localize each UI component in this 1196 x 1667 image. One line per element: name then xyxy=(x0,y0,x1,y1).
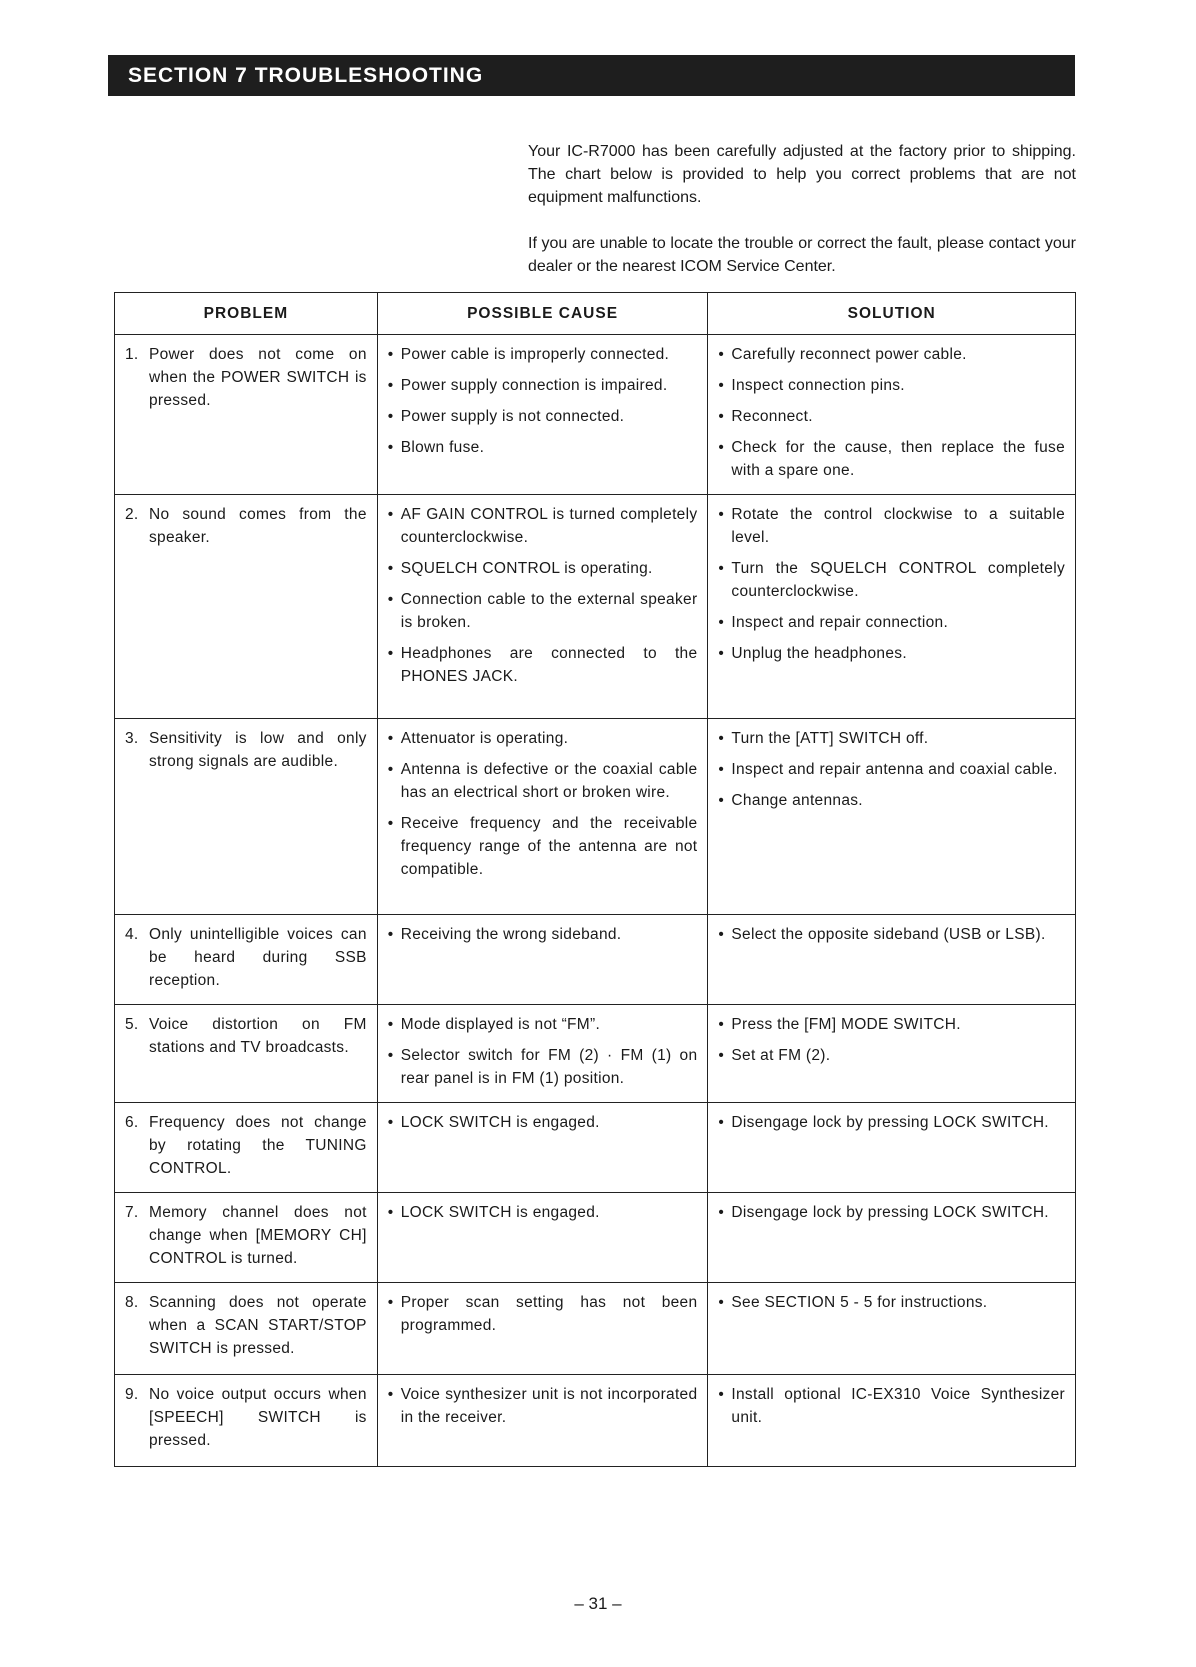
problem-cell xyxy=(115,495,378,719)
solution-cell xyxy=(708,1283,1076,1375)
problem-item xyxy=(125,343,367,412)
bullet-icon: • xyxy=(718,761,725,778)
solution-item xyxy=(718,758,1065,781)
problem-number: 7. xyxy=(125,1204,139,1221)
possible-cause-text: Power cable is improperly connected. xyxy=(400,346,670,363)
solution-item xyxy=(718,1201,1065,1224)
bullet-icon: • xyxy=(718,926,725,943)
possible-cause-item xyxy=(388,1291,698,1337)
bullet-icon: • xyxy=(387,730,394,747)
possible-cause-item xyxy=(388,503,698,549)
possible-cause-item xyxy=(388,1111,698,1134)
solution-item xyxy=(718,611,1065,634)
solution-text: Check for the cause, then replace the fuse with a spare one. xyxy=(731,439,1065,479)
table-row xyxy=(115,1283,1076,1375)
possible-cause-item xyxy=(388,1383,698,1429)
possible-cause-item xyxy=(388,405,698,428)
solution-item xyxy=(718,343,1065,366)
possible-cause-cell xyxy=(377,495,708,719)
possible-cause-text: Blown fuse. xyxy=(400,439,485,456)
bullet-icon: • xyxy=(387,560,394,577)
solution-item xyxy=(718,436,1065,482)
solution-text: Press the [FM] MODE SWITCH. xyxy=(731,1016,961,1033)
solution-item xyxy=(718,1013,1065,1036)
bullet-icon: • xyxy=(387,506,394,523)
problem-number: 5. xyxy=(125,1016,139,1033)
solution-cell xyxy=(708,1193,1076,1283)
bullet-icon: • xyxy=(387,926,394,943)
solution-cell xyxy=(708,1005,1076,1103)
bullet-icon: • xyxy=(718,560,725,577)
possible-cause-item xyxy=(388,812,698,881)
problem-item xyxy=(125,1383,367,1452)
possible-cause-text: AF GAIN CONTROL is turned completely counterclockwise. xyxy=(400,506,698,546)
problem-text: Frequency does not change by rotating the TUNING CONTROL. xyxy=(149,1114,367,1177)
bullet-icon: • xyxy=(718,730,725,747)
possible-cause-text: SQUELCH CONTROL is operating. xyxy=(400,560,653,577)
possible-cause-text: Attenuator is operating. xyxy=(400,730,569,747)
table-row xyxy=(115,915,1076,1005)
possible-cause-text: LOCK SWITCH is engaged. xyxy=(400,1114,600,1131)
problem-cell xyxy=(115,1283,378,1375)
problem-item xyxy=(125,503,367,549)
possible-cause-text: Proper scan setting has not been programmed. xyxy=(400,1294,698,1334)
bullet-icon: • xyxy=(718,408,725,425)
bullet-icon: • xyxy=(718,439,725,456)
bullet-icon: • xyxy=(718,1294,725,1311)
possible-cause-cell xyxy=(377,915,708,1005)
solution-item xyxy=(718,374,1065,397)
bullet-icon: • xyxy=(718,1204,725,1221)
possible-cause-text: LOCK SWITCH is engaged. xyxy=(400,1204,600,1221)
solution-item xyxy=(718,1383,1065,1429)
table-header-row xyxy=(115,293,1076,335)
possible-cause-item xyxy=(388,343,698,366)
section-title: SECTION 7 TROUBLESHOOTING xyxy=(128,63,484,87)
solution-item xyxy=(718,642,1065,665)
problem-text: Sensitivity is low and only strong signals are audible. xyxy=(149,730,367,770)
possible-cause-text: Mode displayed is not “FM”. xyxy=(400,1016,601,1033)
possible-cause-cell xyxy=(377,1005,708,1103)
table-row xyxy=(115,719,1076,915)
problem-cell xyxy=(115,1375,378,1467)
solution-text: Turn the SQUELCH CONTROL completely counterclockwise. xyxy=(731,560,1065,600)
problem-text: No voice output occurs when [SPEECH] SWITCH is pressed. xyxy=(149,1386,367,1449)
possible-cause-item xyxy=(388,374,698,397)
solution-text: Change antennas. xyxy=(731,792,863,809)
solution-text: See SECTION 5 - 5 for instructions. xyxy=(731,1294,988,1311)
bullet-icon: • xyxy=(718,1114,725,1131)
possible-cause-text: Voice synthesizer unit is not incorporated in the receiver. xyxy=(400,1386,698,1426)
possible-cause-text: Receive frequency and the receivable frequency range of the antenna are not compatible. xyxy=(400,815,698,878)
bullet-icon: • xyxy=(718,614,725,631)
solution-text: Disengage lock by pressing LOCK SWITCH. xyxy=(731,1204,1049,1221)
possible-cause-item xyxy=(388,1201,698,1224)
solution-text: Inspect connection pins. xyxy=(731,377,905,394)
troubleshooting-table xyxy=(114,292,1076,1467)
possible-cause-item xyxy=(388,727,698,750)
solution-text: Carefully reconnect power cable. xyxy=(731,346,967,363)
solution-cell xyxy=(708,915,1076,1005)
solution-item xyxy=(718,557,1065,603)
possible-cause-item xyxy=(388,923,698,946)
solution-item xyxy=(718,1111,1065,1134)
possible-cause-item xyxy=(388,436,698,459)
solution-text: Set at FM (2). xyxy=(731,1047,831,1064)
solution-text: Turn the [ATT] SWITCH off. xyxy=(731,730,929,747)
solution-text: Inspect and repair connection. xyxy=(731,614,949,631)
possible-cause-text: Receiving the wrong sideband. xyxy=(400,926,622,943)
bullet-icon: • xyxy=(718,506,725,523)
bullet-icon: • xyxy=(718,346,725,363)
solution-item xyxy=(718,503,1065,549)
solution-text: Select the opposite sideband (USB or LSB). xyxy=(731,926,1046,943)
solution-text: Rotate the control clockwise to a suitable level. xyxy=(731,506,1065,546)
problem-number: 9. xyxy=(125,1386,139,1403)
table-row xyxy=(115,1103,1076,1193)
problem-number: 8. xyxy=(125,1294,139,1311)
problem-item xyxy=(125,1111,367,1180)
possible-cause-item xyxy=(388,1044,698,1090)
problem-number: 2. xyxy=(125,506,139,523)
problem-text: Scanning does not operate when a SCAN START/STOP SWITCH is pressed. xyxy=(149,1294,367,1357)
solution-text: Install optional IC-EX310 Voice Synthesizer unit. xyxy=(731,1386,1065,1426)
problem-number: 4. xyxy=(125,926,139,943)
solution-text: Reconnect. xyxy=(731,408,813,425)
problem-text: Voice distortion on FM stations and TV broadcasts. xyxy=(149,1016,367,1056)
page-number: – 31 – xyxy=(574,1594,622,1613)
bullet-icon: • xyxy=(387,439,394,456)
bullet-icon: • xyxy=(387,1294,394,1311)
table-row xyxy=(115,495,1076,719)
bullet-icon: • xyxy=(387,815,394,832)
solution-cell xyxy=(708,719,1076,915)
problem-cell xyxy=(115,719,378,915)
problem-text: Memory channel does not change when [MEMORY CH] CONTROL is turned. xyxy=(149,1204,367,1267)
bullet-icon: • xyxy=(387,1386,394,1403)
bullet-icon: • xyxy=(718,1016,725,1033)
table-row xyxy=(115,1005,1076,1103)
possible-cause-item xyxy=(388,588,698,634)
problem-number: 6. xyxy=(125,1114,139,1131)
possible-cause-cell xyxy=(377,1283,708,1375)
problem-cell xyxy=(115,1005,378,1103)
bullet-icon: • xyxy=(718,645,725,662)
problem-number: 3. xyxy=(125,730,139,747)
possible-cause-cell xyxy=(377,1375,708,1467)
bullet-icon: • xyxy=(387,1204,394,1221)
problem-text: No sound comes from the speaker. xyxy=(149,506,367,546)
problem-cell xyxy=(115,915,378,1005)
solution-item xyxy=(718,727,1065,750)
possible-cause-cell xyxy=(377,1193,708,1283)
bullet-icon: • xyxy=(387,591,394,608)
problem-text: Only unintelligible voices can be heard during SSB reception. xyxy=(149,926,367,989)
bullet-icon: • xyxy=(387,645,394,662)
possible-cause-text: Selector switch for FM (2) · FM (1) on rear panel is in FM (1) position. xyxy=(400,1047,698,1087)
possible-cause-item xyxy=(388,557,698,580)
bullet-icon: • xyxy=(387,408,394,425)
possible-cause-text: Power supply connection is impaired. xyxy=(400,377,668,394)
solution-item xyxy=(718,789,1065,812)
possible-cause-cell xyxy=(377,335,708,495)
possible-cause-cell xyxy=(377,1103,708,1193)
possible-cause-text: Headphones are connected to the PHONES JACK. xyxy=(400,645,698,685)
solution-cell xyxy=(708,335,1076,495)
problem-item xyxy=(125,923,367,992)
bullet-icon: • xyxy=(718,792,725,809)
possible-cause-item xyxy=(388,758,698,804)
possible-cause-text: Power supply is not connected. xyxy=(400,408,625,425)
bullet-icon: • xyxy=(387,1016,394,1033)
solution-cell xyxy=(708,495,1076,719)
problem-item xyxy=(125,1291,367,1360)
possible-cause-item xyxy=(388,642,698,688)
solution-text: Disengage lock by pressing LOCK SWITCH. xyxy=(731,1114,1049,1131)
bullet-icon: • xyxy=(387,1047,394,1064)
solution-item xyxy=(718,1044,1065,1067)
column-header-possible-cause: POSSIBLE CAUSE xyxy=(377,293,708,335)
problem-number: 1. xyxy=(125,346,139,363)
bullet-icon: • xyxy=(718,1047,725,1064)
table-row xyxy=(115,1375,1076,1467)
possible-cause-text: Connection cable to the external speaker is broken. xyxy=(400,591,698,631)
table-row xyxy=(115,335,1076,495)
bullet-icon: • xyxy=(718,377,725,394)
possible-cause-cell xyxy=(377,719,708,915)
table-row xyxy=(115,1193,1076,1283)
bullet-icon: • xyxy=(387,1114,394,1131)
solution-item xyxy=(718,923,1065,946)
solution-item xyxy=(718,1291,1065,1314)
problem-cell xyxy=(115,335,378,495)
problem-item xyxy=(125,1013,367,1059)
column-header-problem: PROBLEM xyxy=(115,293,378,335)
possible-cause-text: Antenna is defective or the coaxial cable has an electrical short or broken wire. xyxy=(400,761,698,801)
solution-text: Unplug the headphones. xyxy=(731,645,907,662)
solution-cell xyxy=(708,1103,1076,1193)
column-header-solution: SOLUTION xyxy=(708,293,1076,335)
problem-item xyxy=(125,727,367,773)
possible-cause-item xyxy=(388,1013,698,1036)
bullet-icon: • xyxy=(387,761,394,778)
solution-item xyxy=(718,405,1065,428)
solution-text: Inspect and repair antenna and coaxial cable. xyxy=(731,761,1058,778)
problem-cell xyxy=(115,1103,378,1193)
intro-paragraph-2: If you are unable to locate the trouble or correct the fault, please contact your dealer or the nearest ICOM Service Center. xyxy=(528,235,1076,275)
intro-paragraph-1: Your IC-R7000 has been carefully adjusted at the factory prior to shipping. The chart below is provided to help you correct problems that are not equipment malfunctions. xyxy=(528,143,1076,206)
section-header xyxy=(108,55,1075,96)
bullet-icon: • xyxy=(387,346,394,363)
problem-text: Power does not come on when the POWER SWITCH is pressed. xyxy=(149,346,367,409)
bullet-icon: • xyxy=(718,1386,725,1403)
solution-cell xyxy=(708,1375,1076,1467)
problem-item xyxy=(125,1201,367,1270)
problem-cell xyxy=(115,1193,378,1283)
bullet-icon: • xyxy=(387,377,394,394)
